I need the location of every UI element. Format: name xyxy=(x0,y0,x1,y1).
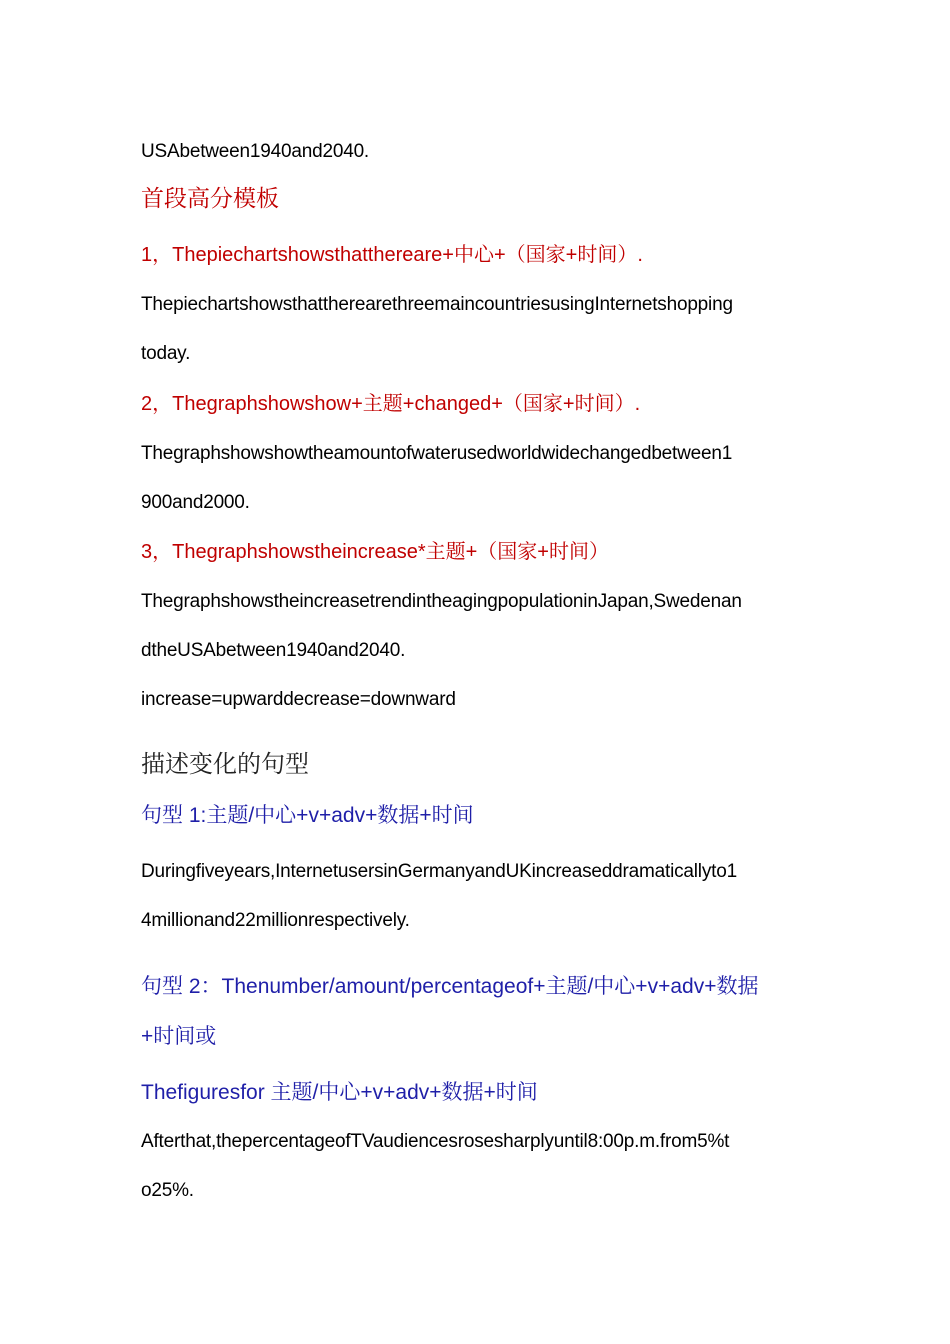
example-line: o25%. xyxy=(141,1180,194,1201)
pattern-2-continued: +时间或 xyxy=(141,1025,217,1048)
template-3: 3，Thegraphshowstheincrease*主题+（国家+时间） xyxy=(141,541,609,563)
template-1: 1，Thepiechartshowsthatthereare+中心+（国家+时间）. xyxy=(141,244,643,266)
example-line: ThegraphshowstheincreasetrendintheagingpopulationinJapan,Swedenan xyxy=(141,591,742,612)
example-line: 4millionand22millionrespectively. xyxy=(141,910,410,931)
section-heading-template: 首段高分模板 xyxy=(141,186,279,212)
example-line: Duringfiveyears,InternetusersinGermanyandUKincreaseddramaticallyto1 xyxy=(141,861,737,882)
example-line: today. xyxy=(141,343,191,364)
pattern-1: 句型 1:主题/中心+v+adv+数据+时间 xyxy=(141,804,474,827)
example-line: dtheUSAbetween1940and2040. xyxy=(141,640,406,661)
example-line: Thegraphshowshowtheamountofwaterusedworldwidechangedbetween1 xyxy=(141,443,733,464)
section-heading-patterns: 描述变化的句型 xyxy=(141,750,309,778)
example-line: Afterthat,thepercentageofTVaudiencesrosesharplyuntil8:00p.m.from5%t xyxy=(141,1131,730,1152)
pattern-2: 句型 2：Thenumber/amount/percentageof+主题/中心+v+adv+数据 xyxy=(141,975,759,998)
pattern-2-alt: Thefiguresfor 主题/中心+v+adv+数据+时间 xyxy=(141,1081,538,1104)
template-2: 2，Thegraphshowshow+主题+changed+（国家+时间）. xyxy=(141,393,641,415)
note-line: increase=upwarddecrease=downward xyxy=(141,689,456,710)
example-line: 900and2000. xyxy=(141,492,250,513)
example-line: ThepiechartshowsthattherearethreemaincountriesusingInternetshopping xyxy=(141,294,733,315)
body-line: USAbetween1940and2040. xyxy=(141,141,370,162)
